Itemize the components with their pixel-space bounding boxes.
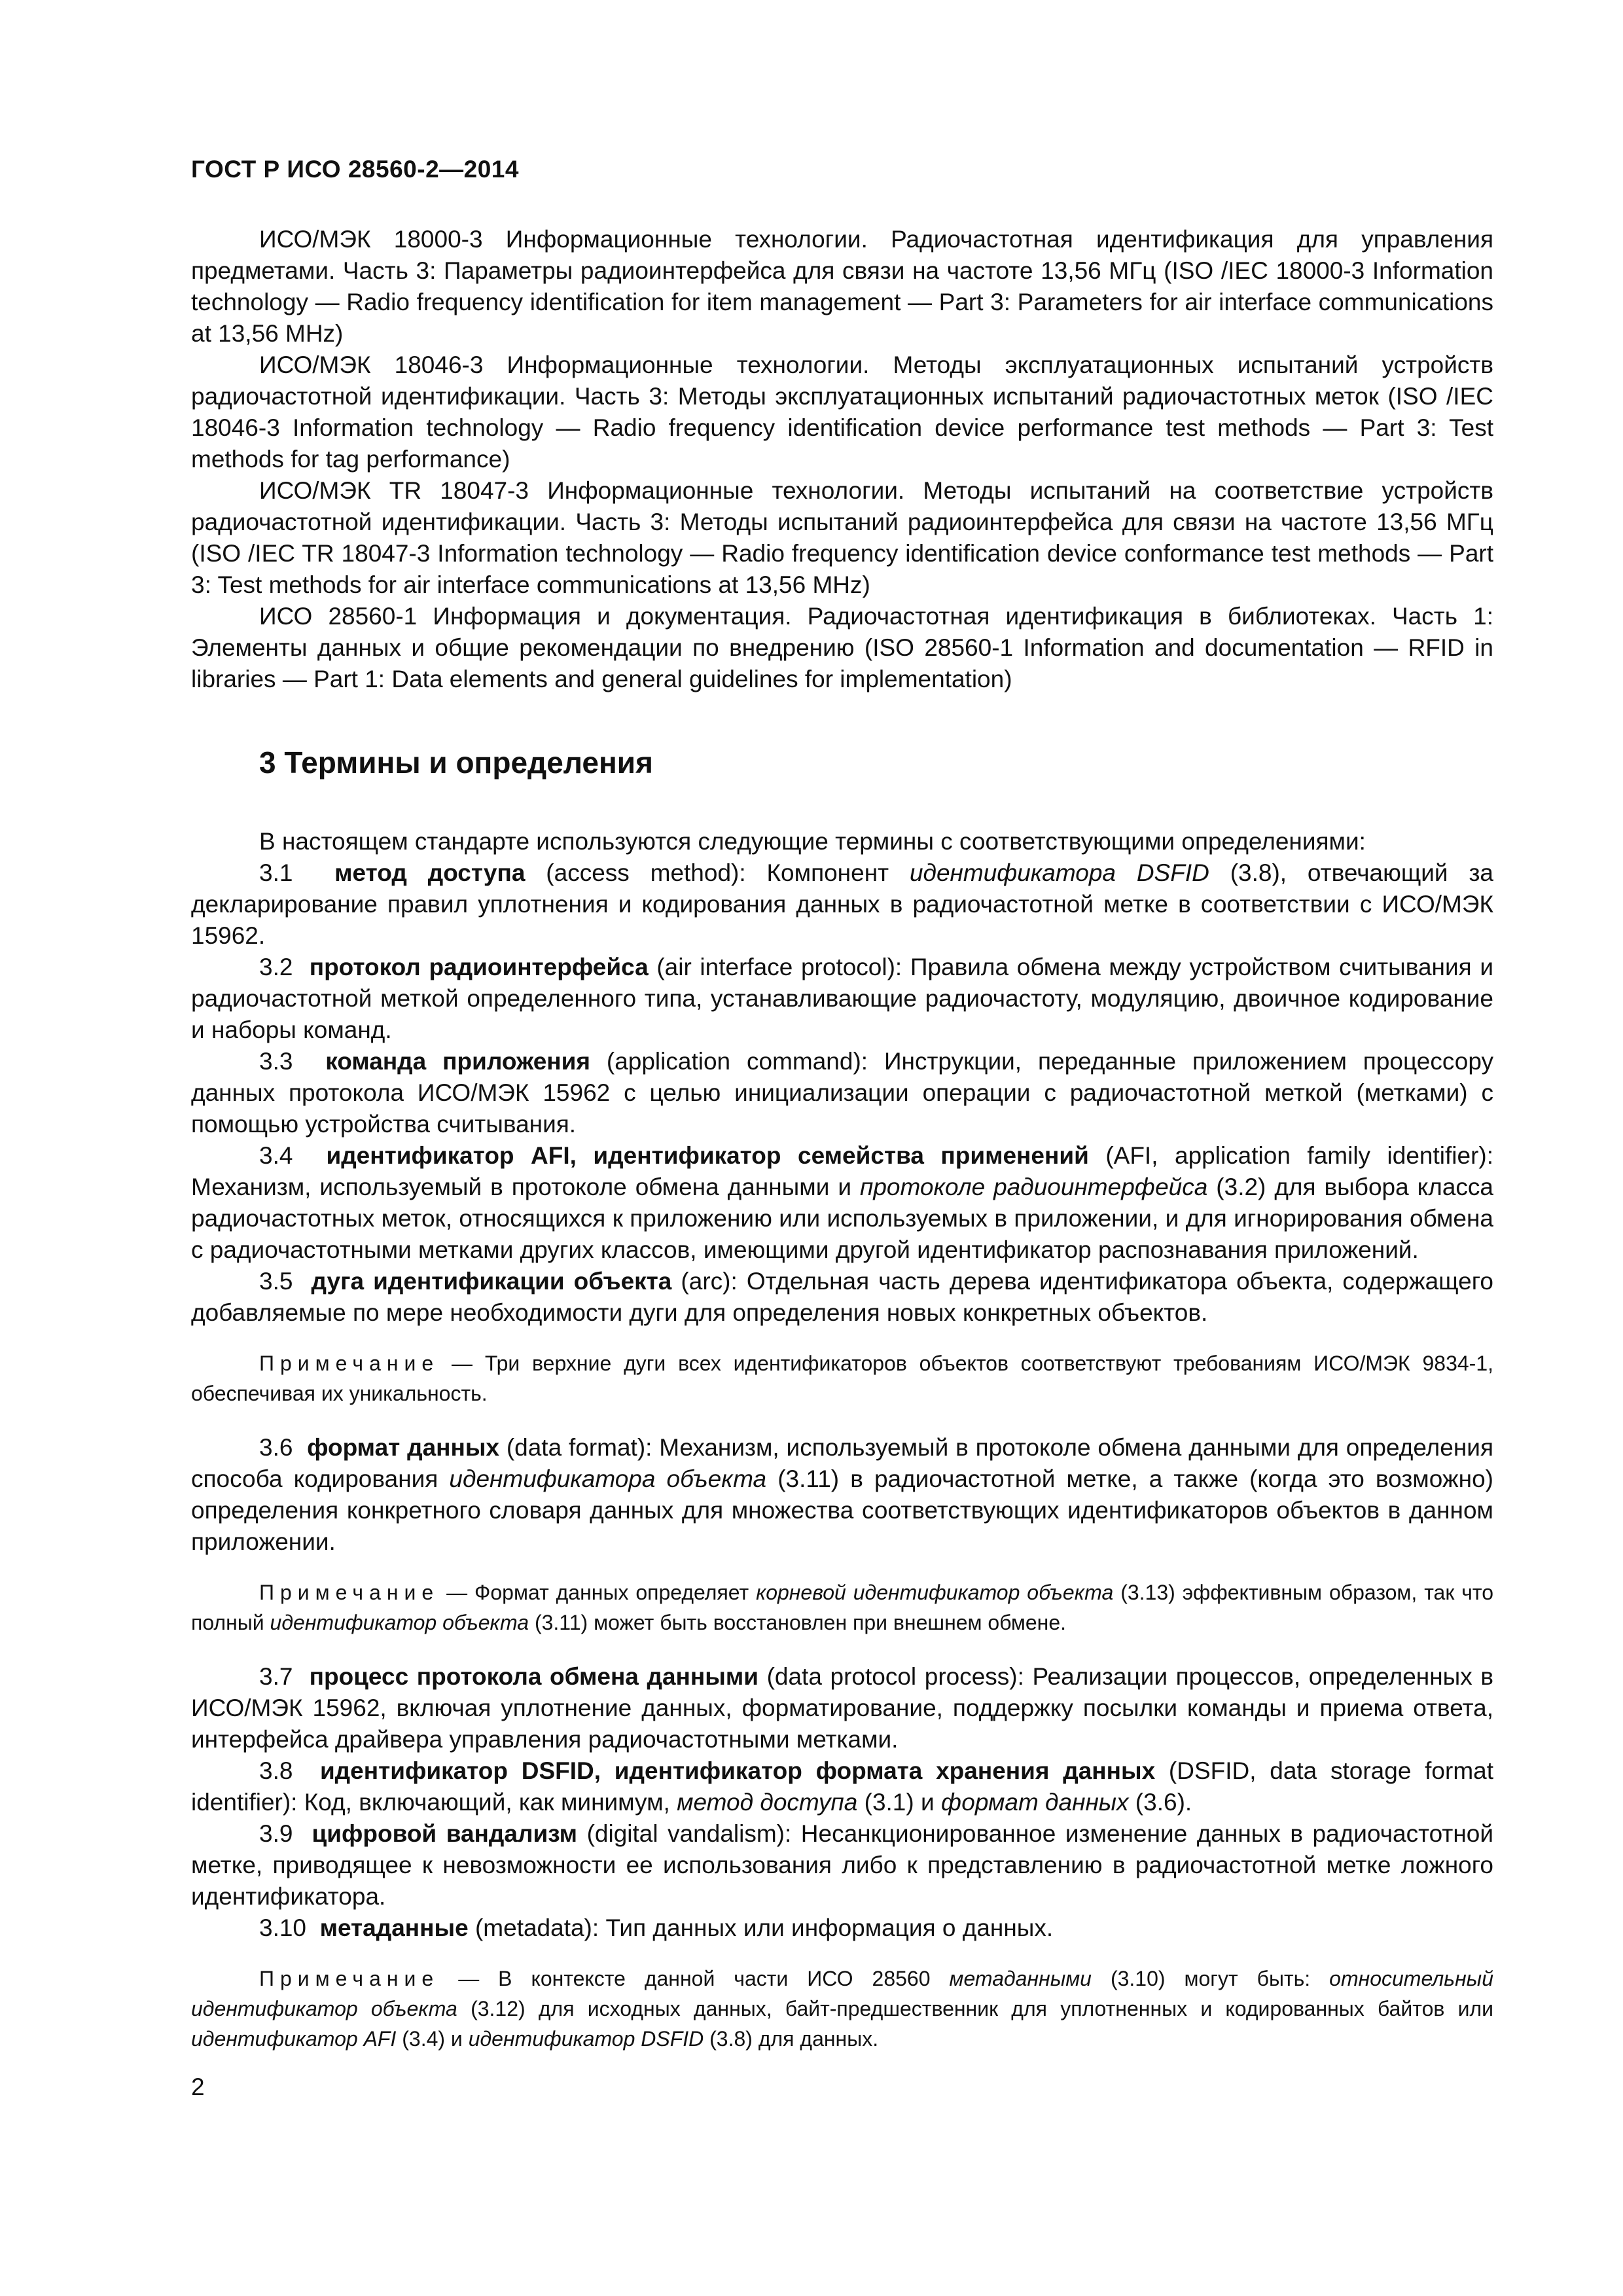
term-definition: 3.1 метод доступа (access method): Компонент идентификатора DSFID (3.8), отвечающий за декларирование правил уплотнения и кодирования данных в радиочастотной метке в соответствии с ИСО/МЭК 15962.	[191, 859, 1493, 949]
page-number: 2	[191, 2073, 205, 2100]
term-definition: 3.4 идентификатор AFI, идентификатор семейства применений (AFI, application family identifier): Механизм, используемый в протоколе обмена данными и протоколе радиоинтерфейса (3.2) для выбора класса радиочастотных меток, относящихся к приложению или используемых в приложении, и для игнорирования обмена с радиочастотными метками других классов, имеющими другой идентификатор распознавания приложений.	[191, 1142, 1493, 1263]
normative-reference: ИСО 28560-1 Информация и документация. Радиочастотная идентификация в библиотеках. Часть 1: Элементы данных и общие рекомендации по внедрению (ISO 28560-1 Information and documentation — RFID in libraries — Part 1: Data elements and general guidelines for implementation)	[191, 603, 1493, 692]
term-definition: 3.6 формат данных (data format): Механизм, используемый в протоколе обмена данными для определения способа кодирования идентификатора объекта (3.11) в радиочастотной метке, а также (когда это возможно) определения конкретного словаря данных для множества соответствующих идентификаторов объектов в данном приложении.	[191, 1434, 1493, 1555]
term-definition: 3.9 цифровой вандализм (digital vandalism): Несанкционированное изменение данных в радиочастотной метке, приводящее к невозможности ее использования либо к представлению в радиочастотной метке ложного идентификатора.	[191, 1820, 1493, 1910]
term-definition: 3.8 идентификатор DSFID, идентификатор формата хранения данных (DSFID, data storage format identifier): Код, включающий, как минимум, метод доступа (3.1) и формат данных (3.6).	[191, 1757, 1494, 1816]
term-definition: 3.5 дуга идентификации объекта (arc): Отдельная часть дерева идентификатора объекта, содержащего добавляемые по мере необходимости дуги для определения новых конкретных объектов.	[191, 1268, 1494, 1326]
normative-reference: ИСО/МЭК TR 18047-3 Информационные технологии. Методы испытаний на соответствие устройств радиочастотной идентификации. Часть 3: Методы испытаний радиоинтерфейса для связи на частоте 13,56 МГц (ISO /IEC TR 18047-3 Information technology — Radio frequency identification device conformance test methods — Part 3: Test methods for air interface communications at 13,56 MHz)	[191, 477, 1493, 598]
term-definition: 3.2 протокол радиоинтерфейса (air interface protocol): Правила обмена между устройством считывания и радиочастотной меткой определенного типа, устанавливающие радиочастоту, модуляцию, двоичное кодирование и наборы команд.	[191, 954, 1493, 1043]
term-note: Примечание — Три верхние дуги всех идентификаторов объектов соответствуют требованиям ИСО/МЭК 9834-1, обеспечивая их уникальность.	[191, 1352, 1493, 1405]
document-header: ГОСТ Р ИСО 28560-2—2014	[191, 156, 519, 183]
term-note: Примечание — В контексте данной части ИСО 28560 метаданными (3.10) могут быть: относительный идентификатор объекта (3.12) для исходных данных, байт-предшественник для уплотненных и кодированных байтов или идентификатор AFI (3.4) и идентификатор DSFID (3.8) для данных.	[191, 1967, 1494, 2051]
term-definition: 3.10 метаданные (metadata): Тип данных или информация о данных.	[259, 1914, 1054, 1941]
page-body	[191, 224, 1493, 2077]
section-intro: В настоящем стандарте используются следующие термины с соответствующими определениями:	[259, 828, 1366, 855]
term-note: Примечание — Формат данных определяет корневой идентификатор объекта (3.13) эффективным образом, так что полный идентификатор объекта (3.11) может быть восстановлен при внешнем обмене.	[191, 1581, 1494, 1634]
section-title: 3 Термины и определения	[259, 745, 653, 780]
term-definition: 3.3 команда приложения (application command): Инструкции, переданные приложением процессору данных протокола ИСО/МЭК 15962 с целью инициализации операции с радиочастотной меткой (метками) с помощью устройства считывания.	[191, 1048, 1494, 1138]
term-definition: 3.7 процесс протокола обмена данными (data protocol process): Реализации процессов, определенных в ИСО/МЭК 15962, включая уплотнение данных, форматирование, поддержку посылки команды и приема ответа, интерфейса драйвера управления радиочастотными метками.	[191, 1663, 1493, 1753]
normative-reference: ИСО/МЭК 18000-3 Информационные технологии. Радиочастотная идентификация для управления предметами. Часть 3: Параметры радиоинтерфейса для связи на частоте 13,56 МГц (ISO /IEC 18000-3 Information technology — Radio frequency identification for item management — Part 3: Parameters for air interface communications at 13,56 MHz)	[191, 226, 1493, 347]
normative-reference: ИСО/МЭК 18046-3 Информационные технологии. Методы эксплуатационных испытаний устройств радиочастотной идентификации. Часть 3: Методы эксплуатационных испытаний радиочастотных меток (ISO /IEC 18046-3 Information technology — Radio frequency identification device performance test methods — Part 3: Test methods for tag performance)	[191, 351, 1493, 473]
